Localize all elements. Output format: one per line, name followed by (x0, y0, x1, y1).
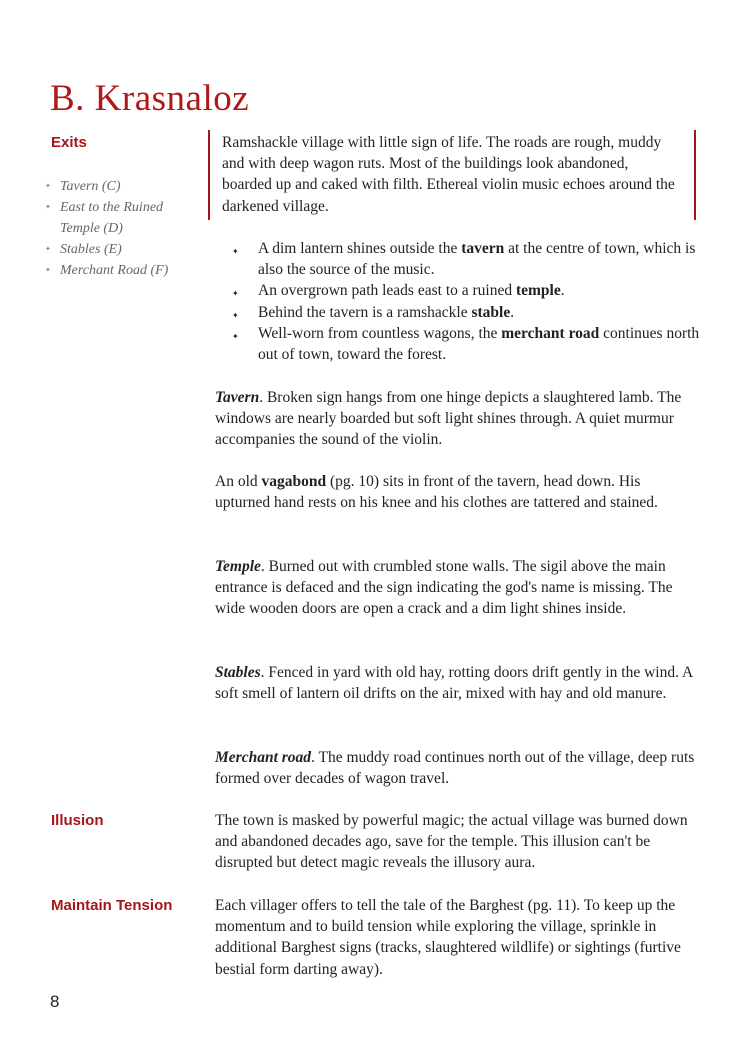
bullet-item: ✦ A dim lantern shines outside the tavern at the centre of town, which is also the source of the music. (232, 238, 702, 280)
read-aloud-box (208, 130, 696, 220)
stables-label: Stables (215, 664, 261, 681)
location-bullets (232, 238, 702, 365)
illusion-paragraph: The town is masked by powerful magic; the actual village was burned down and abandoned decades ago, save for the temple. This illusion can't be disrupted but detect magic reveals the illusory aura. (215, 812, 688, 872)
merchant-paragraph: Merchant road. The muddy road continues north out of the village, deep ruts formed over decades of wagon travel. (215, 749, 695, 788)
illusion-heading: Illusion (51, 812, 104, 829)
tension-paragraph: Each villager offers to tell the tale of the Barghest (pg. 11). To keep up the momentum and to build tension while exploring the village, sprinkle in additional Barghest signs (tracks, slaughtered wildlife) or sightings (furtive bestial form darting away). (215, 897, 681, 978)
exit-item: ✦ Merchant Road (F) (45, 260, 195, 281)
tavern-label: Tavern (215, 389, 260, 406)
merchant-label: Merchant road (215, 749, 312, 766)
page-number: 8 (50, 992, 60, 1011)
tavern-paragraph: Tavern. Broken sign hangs from one hinge depicts a slaughtered lamb. The windows are nearly boarded but soft light shines through. A quiet murmur accompanies the sound of the violin. (215, 389, 682, 449)
exits-list (45, 176, 195, 281)
bullet-item: ✦ Well-worn from countless wagons, the merchant road continues north out of town, toward the forest. (232, 323, 702, 365)
temple-paragraph: Temple. Burned out with crumbled stone walls. The sigil above the main entrance is defaced and the sign indicating the god's name is missing. The wide wooden doors are open a crack and a dim light shines inside. (215, 558, 673, 618)
read-aloud-text: Ramshackle village with little sign of life. The roads are rough, muddy and with deep wagon ruts. Most of the buildings look abandoned, boarded up and caked with filth. Ethereal violin music echoes around the darkened village. (222, 134, 675, 215)
stables-paragraph: Stables. Fenced in yard with old hay, rotting doors drift gently in the wind. A soft smell of lantern oil drifts on the air, mixed with hay and old manure. (215, 664, 693, 703)
vagabond-paragraph: An old vagabond (pg. 10) sits in front of the tavern, head down. His upturned hand rests on his knee and his clothes are tattered and stained. (215, 473, 658, 512)
exit-item: ✦ Stables (E) (45, 239, 195, 260)
exit-item: ✦ East to the Ruined Temple (D) (45, 197, 195, 239)
page-title: B. Krasnaloz (50, 77, 250, 119)
exit-item: ✦ Tavern (C) (45, 176, 195, 197)
bullet-item: ✦ An overgrown path leads east to a ruined temple. (232, 280, 702, 301)
bullet-item: ✦ Behind the tavern is a ramshackle stable. (232, 302, 702, 323)
tension-heading: Maintain Tension (51, 897, 173, 914)
temple-label: Temple (215, 558, 261, 575)
exits-heading: Exits (51, 134, 87, 151)
